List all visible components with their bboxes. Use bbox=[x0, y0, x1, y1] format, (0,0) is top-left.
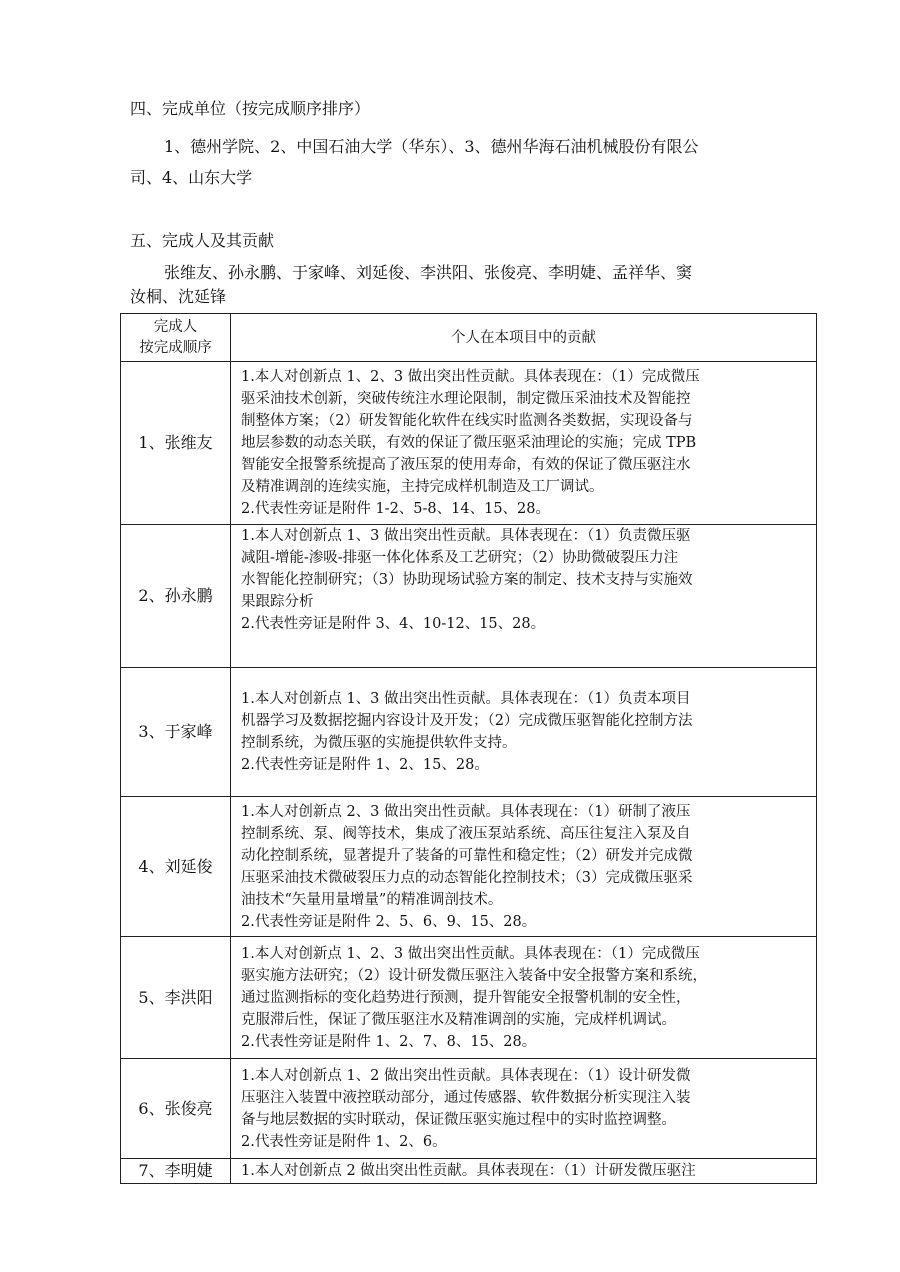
contribution-line: 1.本人对创新点 2 做出突出性贡献。具体表现在：（1）计研发微压驱注 bbox=[241, 1163, 696, 1179]
person-contribution bbox=[231, 525, 817, 668]
section4-line2: 司、4、山东大学 bbox=[130, 168, 253, 187]
contribution-line: 2.代表性旁证是附件 1、2、6。 bbox=[241, 1133, 447, 1150]
person-name: 2、孙永鹏 bbox=[121, 525, 231, 668]
contribution-line: 果跟踪分析 bbox=[241, 594, 314, 610]
contribution-line: 克服滞后性，保证了微压驱注水及精准调剖的实施，完成样机调试。 bbox=[241, 1011, 676, 1028]
contribution-line: 压驱注入装置中液控联动部分，通过传感器、软件数据分析实现注入装 bbox=[241, 1089, 691, 1106]
contribution-line: 机器学习及数据挖掘内容设计及开发；（2）完成微压驱智能化控制方法 bbox=[241, 713, 693, 729]
contribution-line: 2.代表性旁证是附件 2、5、6、9、15、28。 bbox=[241, 913, 537, 930]
section4-paragraph bbox=[130, 131, 790, 193]
contribution-line: 1.本人对创新点 1、2 做出突出性贡献。具体表现在：（1）设计研发微 bbox=[241, 1067, 691, 1084]
person-name: 4、刘延俊 bbox=[121, 797, 231, 937]
contribution-table bbox=[120, 313, 817, 1184]
section5-line1: 张维友、孙永鹏、于家峰、刘延俊、李洪阳、张俊亮、李明婕、孟祥华、窦 bbox=[164, 263, 693, 282]
person-contribution bbox=[231, 1059, 817, 1159]
table-row bbox=[121, 1059, 817, 1159]
contribution-line: 1.本人对创新点 1、3 做出突出性贡献。具体表现在：（1）负责本项目 bbox=[241, 691, 691, 707]
person-name: 5、李洪阳 bbox=[121, 937, 231, 1059]
header-name-line2: 按完成顺序 bbox=[139, 339, 212, 356]
person-name: 1、张维友 bbox=[121, 362, 231, 525]
table-row bbox=[121, 525, 817, 668]
contribution-line: 动化控制系统，显著提升了装备的可靠性和稳定性；（2）研发并完成微 bbox=[241, 847, 693, 864]
person-contribution bbox=[231, 668, 817, 797]
person-name: 3、于家峰 bbox=[121, 668, 231, 797]
section5-line2: 汝桐、沈延锋 bbox=[130, 287, 227, 306]
contribution-line: 1.本人对创新点 1、2、3 做出突出性贡献。具体表现在：（1）完成微压 bbox=[241, 369, 700, 385]
table-row bbox=[121, 937, 817, 1059]
table-row bbox=[121, 362, 817, 525]
header-name-cell bbox=[121, 314, 231, 362]
contribution-line: 油技术“矢量用量增量”的精准调剖技术。 bbox=[241, 891, 503, 908]
contribution-line: 控制系统，为微压驱的实施提供软件支持。 bbox=[241, 735, 517, 751]
contribution-line: 2.代表性旁证是附件 1-2、5-8、14、15、28。 bbox=[241, 501, 550, 517]
contribution-line: 1.本人对创新点 2、3 做出突出性贡献。具体表现在：（1）研制了液压 bbox=[241, 803, 691, 820]
contribution-line: 驱实施方法研究；（2）设计研发微压驱注入装备中安全报警方案和系统， bbox=[241, 967, 707, 984]
person-contribution bbox=[231, 1159, 817, 1184]
table-row bbox=[121, 797, 817, 937]
contribution-line: 地层参数的动态关联，有效的保证了微压驱采油理论的实施；完成 TPB bbox=[241, 435, 697, 451]
contribution-line: 及精准调剖的连续实施，主持完成样机制造及工厂调试。 bbox=[241, 479, 604, 495]
person-name: 6、张俊亮 bbox=[121, 1059, 231, 1159]
contribution-line: 1.本人对创新点 1、2、3 做出突出性贡献。具体表现在：（1）完成微压 bbox=[241, 945, 700, 962]
person-contribution bbox=[231, 937, 817, 1059]
contribution-line: 2.代表性旁证是附件 1、2、7、8、15、28。 bbox=[241, 1033, 537, 1050]
header-contribution-cell: 个人在本项目中的贡献 bbox=[231, 314, 817, 362]
contribution-line: 减阻-增能-渗吸-排驱一体化体系及工艺研究；（2）协助微破裂压力注 bbox=[241, 550, 679, 566]
contribution-line: 通过监测指标的变化趋势进行预测，提升智能安全报警机制的安全性， bbox=[241, 989, 691, 1006]
table-header-row bbox=[121, 314, 817, 362]
table-row bbox=[121, 668, 817, 797]
contribution-line: 压驱采油技术微破裂压力点的动态智能化控制技术；（3）完成微压驱采 bbox=[241, 869, 693, 886]
section5-paragraph bbox=[130, 261, 790, 309]
section4-heading: 四、完成单位（按完成顺序排序） bbox=[130, 99, 371, 118]
contribution-line: 2.代表性旁证是附件 3、4、10-12、15、28。 bbox=[241, 616, 546, 632]
person-name: 7、李明婕 bbox=[121, 1159, 231, 1184]
section5-heading: 五、完成人及其贡献 bbox=[130, 231, 275, 250]
contribution-line: 2.代表性旁证是附件 1、2、15、28。 bbox=[241, 757, 489, 773]
contribution-line: 备与地层数据的实时联动，保证微压驱实施过程中的实时监控调整。 bbox=[241, 1111, 676, 1128]
contribution-line: 1.本人对创新点 1、3 做出突出性贡献。具体表现在：（1）负责微压驱 bbox=[241, 528, 691, 544]
table-row bbox=[121, 1159, 817, 1184]
contribution-line: 水智能化控制研究；（3）协助现场试验方案的制定、技术支持与实施效 bbox=[241, 572, 693, 588]
header-name-line1: 完成人 bbox=[153, 318, 198, 335]
contribution-line: 制整体方案；（2）研发智能化软件在线实时监测各类数据，实现设备与 bbox=[241, 413, 693, 429]
person-contribution bbox=[231, 362, 817, 525]
contribution-line: 驱采油技术创新，突破传统注水理论限制，制定微压采油技术及智能控 bbox=[241, 391, 691, 407]
person-contribution bbox=[231, 797, 817, 937]
section4-line1: 1、德州学院、2、中国石油大学（华东）、3、德州华海石油机械股份有限公 bbox=[164, 137, 699, 156]
contribution-line: 智能安全报警系统提高了液压泵的使用寿命，有效的保证了微压驱注水 bbox=[241, 457, 691, 473]
contribution-line: 控制系统、泵、阀等技术，集成了液压泵站系统、高压往复注入泵及自 bbox=[241, 825, 691, 842]
